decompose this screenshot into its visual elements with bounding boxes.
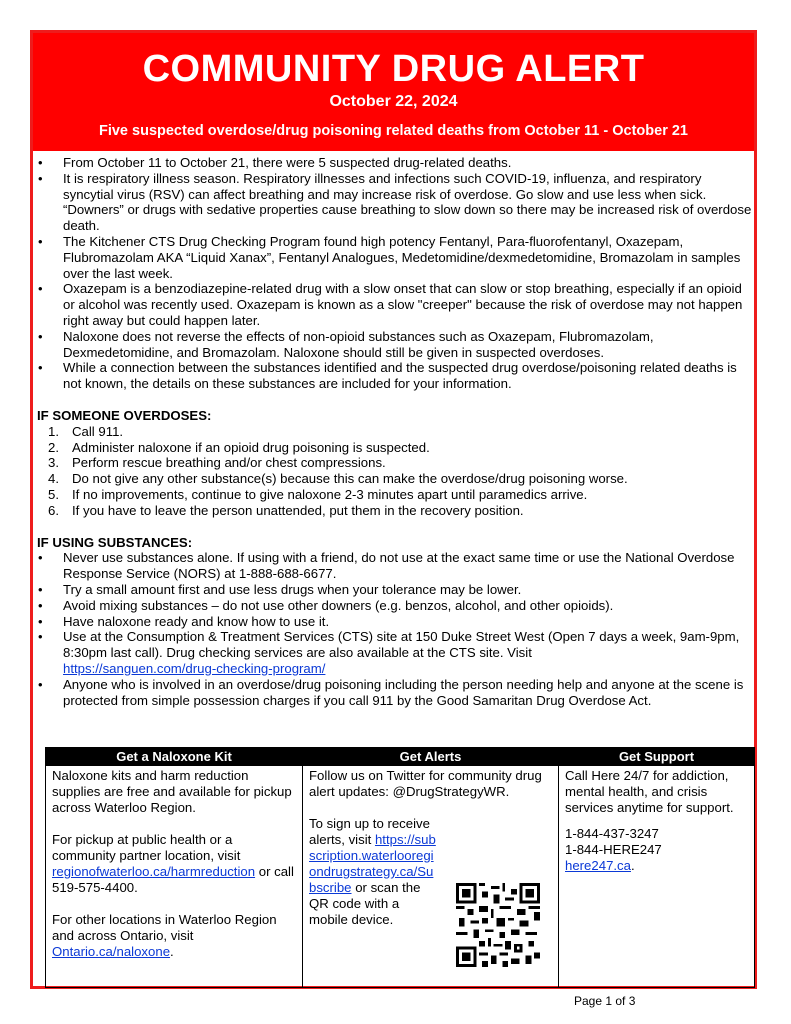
support-phone: 1-844-437-3247 (565, 826, 659, 841)
support-intro: Call Here 24/7 for addiction, mental health, and crisis services anytime for support. (565, 768, 734, 815)
list-item (37, 440, 752, 456)
step-number: 6. (48, 502, 59, 518)
list-item: • Anyone who is involved in an overdose/drug poisoning including the person needing help and anyone at the scene is protected from simple possession charges if you call 911 by the Good Samaritan Drug Overdose Act. (37, 677, 752, 709)
list-item: • Never use substances alone. If using with a friend, do not use at the exact same time or use the National Overdose Response Service (NORS) at 1-888-688-6677. (37, 550, 752, 582)
step-number: 5. (48, 486, 59, 502)
alert-body (37, 155, 752, 708)
harm-reduction-link[interactable]: regionofwaterloo.ca/harmreduction (52, 864, 256, 879)
list-item (37, 424, 752, 440)
list-item (37, 503, 752, 519)
subscribe-link[interactable]: https://subscription.waterlooregiondrugstrategy.ca/Subscribe (309, 832, 436, 895)
kit-ontario (52, 912, 296, 960)
alert-frame (30, 30, 757, 989)
drug-checking-link[interactable]: https://sanguen.com/drug-checking-program/ (63, 660, 326, 676)
resources-grid (45, 747, 755, 988)
period: . (170, 944, 174, 959)
alert-banner (33, 33, 754, 151)
substances-heading: IF USING SUBSTANCES: (37, 534, 193, 550)
step-text: If no improvements, continue to give naloxone 2-3 minutes apart until paramedics arrive. (72, 486, 588, 502)
support-web (565, 858, 748, 874)
substances-list (37, 550, 752, 708)
list-item: • Naloxone does not reverse the effects of non-opioid substances such as Oxazepam, Flubromazolam, Dexmedetomidine, and Bromazolam. Naloxone should still be given in suspected overdoses. (37, 329, 752, 361)
list-item (37, 629, 752, 676)
qr-code-icon[interactable] (456, 883, 540, 967)
kit-intro: Naloxone kits and harm reduction supplies are free and available for pickup across Waterloo Region. (52, 768, 292, 815)
step-text: If you have to leave the person unattended, put them in the recovery position. (72, 502, 524, 518)
list-item: • From October 11 to October 21, there were 5 suspected drug-related deaths. (37, 155, 752, 171)
support-column (559, 748, 754, 987)
support-body (559, 766, 754, 876)
list-item: • Have naloxone ready and know how to use it. (37, 614, 752, 630)
alerts-qr-text: or scan the QR code with a mobile device. (309, 880, 421, 927)
alerts-signup (309, 816, 439, 928)
here247-link[interactable]: here247.ca (565, 858, 631, 873)
alerts-signup-text: To sign up to receive alerts, visit (309, 816, 430, 847)
list-item: • Oxazepam is a benzodiazepine-related drug with a slow onset that can slow or stop breathing, especially if an opioid or alcohol was recently used. Oxazepam is known as a slow "creeper" because the risk of overdose may not happen right away but could happen later. (37, 281, 752, 328)
period: . (631, 858, 635, 873)
step-text: Perform rescue breathing and/or chest compressions. (72, 455, 386, 471)
list-item (37, 471, 752, 487)
step-number: 1. (48, 423, 59, 439)
step-number: 4. (48, 471, 59, 487)
support-heading: Get Support (559, 748, 754, 766)
alerts-twitter: Follow us on Twitter for community drug alert updates: @DrugStrategyWR. (309, 768, 542, 799)
list-item: • Avoid mixing substances – do not use other downers (e.g. benzos, alcohol, and other opioids). (37, 598, 752, 614)
page-number: Page 1 of 3 (574, 994, 636, 1008)
kit-pickup (52, 832, 296, 896)
list-item: • Try a small amount first and use less drugs when your tolerance may be lower. (37, 582, 752, 598)
alert-title: COMMUNITY DRUG ALERT (142, 48, 645, 90)
overdose-heading: IF SOMEONE OVERDOSES: (37, 407, 212, 423)
kit-ontario-text: For other locations in Waterloo Region and across Ontario, visit (52, 912, 277, 943)
step-text: Administer naloxone if an opioid drug poisoning is suspected. (72, 439, 430, 455)
list-item: • While a connection between the substances identified and the suspected drug overdose/poisoning related deaths is not known, the details on these substances are included for your information. (37, 360, 752, 392)
step-text: Call 911. (72, 423, 124, 439)
step-number: 3. (48, 455, 59, 471)
list-item (37, 487, 752, 503)
ontario-naloxone-link[interactable]: Ontario.ca/naloxone (52, 944, 171, 959)
naloxone-kit-body (46, 766, 302, 978)
kit-pickup-text: For pickup at public health or a community partner location, visit (52, 832, 241, 863)
summary-list (37, 155, 752, 392)
list-item: • It is respiratory illness season. Respiratory illnesses and infections such COVID-19, influenza, and respiratory syncytial virus (RSV) can affect breathing and may increase risk of overdose. Go slow and use less when sick. “Downers” or drugs with sedative properties cause breathing to slow down so there may be increased risk of overdose death. (37, 171, 752, 234)
list-item (37, 455, 752, 471)
alerts-heading: Get Alerts (303, 748, 558, 766)
alert-date: October 22, 2024 (329, 93, 458, 110)
step-number: 2. (48, 439, 59, 455)
list-item: • The Kitchener CTS Drug Checking Program found high potency Fentanyl, Para-fluorofentanyl, Oxazepam, Flubromazolam AKA “Liquid Xanax”, Fentanyl Analogues, Medetomidine/dexmedetomidine, Bromazolam in samples over the last week. (37, 234, 752, 281)
naloxone-kit-heading: Get a Naloxone Kit (46, 748, 302, 766)
step-text: Do not give any other substance(s) because this can make the overdose/drug poisoning worse. (72, 471, 628, 487)
kit-pickup-phone: or call 519-575-4400. (52, 864, 294, 895)
alert-subtitle: Five suspected overdose/drug poisoning related deaths from October 11 - October 21 (98, 123, 688, 139)
naloxone-kit-column (46, 748, 303, 987)
support-phone-alt: 1-844-HERE247 (565, 842, 662, 857)
cts-text: Use at the Consumption & Treatment Services (CTS) site at 150 Duke Street West (Open 7 days a week, 9am-9pm, 8:30pm last call). Drug checking services are also available at the CTS site. Visit (63, 629, 740, 661)
overdose-steps (37, 424, 752, 519)
